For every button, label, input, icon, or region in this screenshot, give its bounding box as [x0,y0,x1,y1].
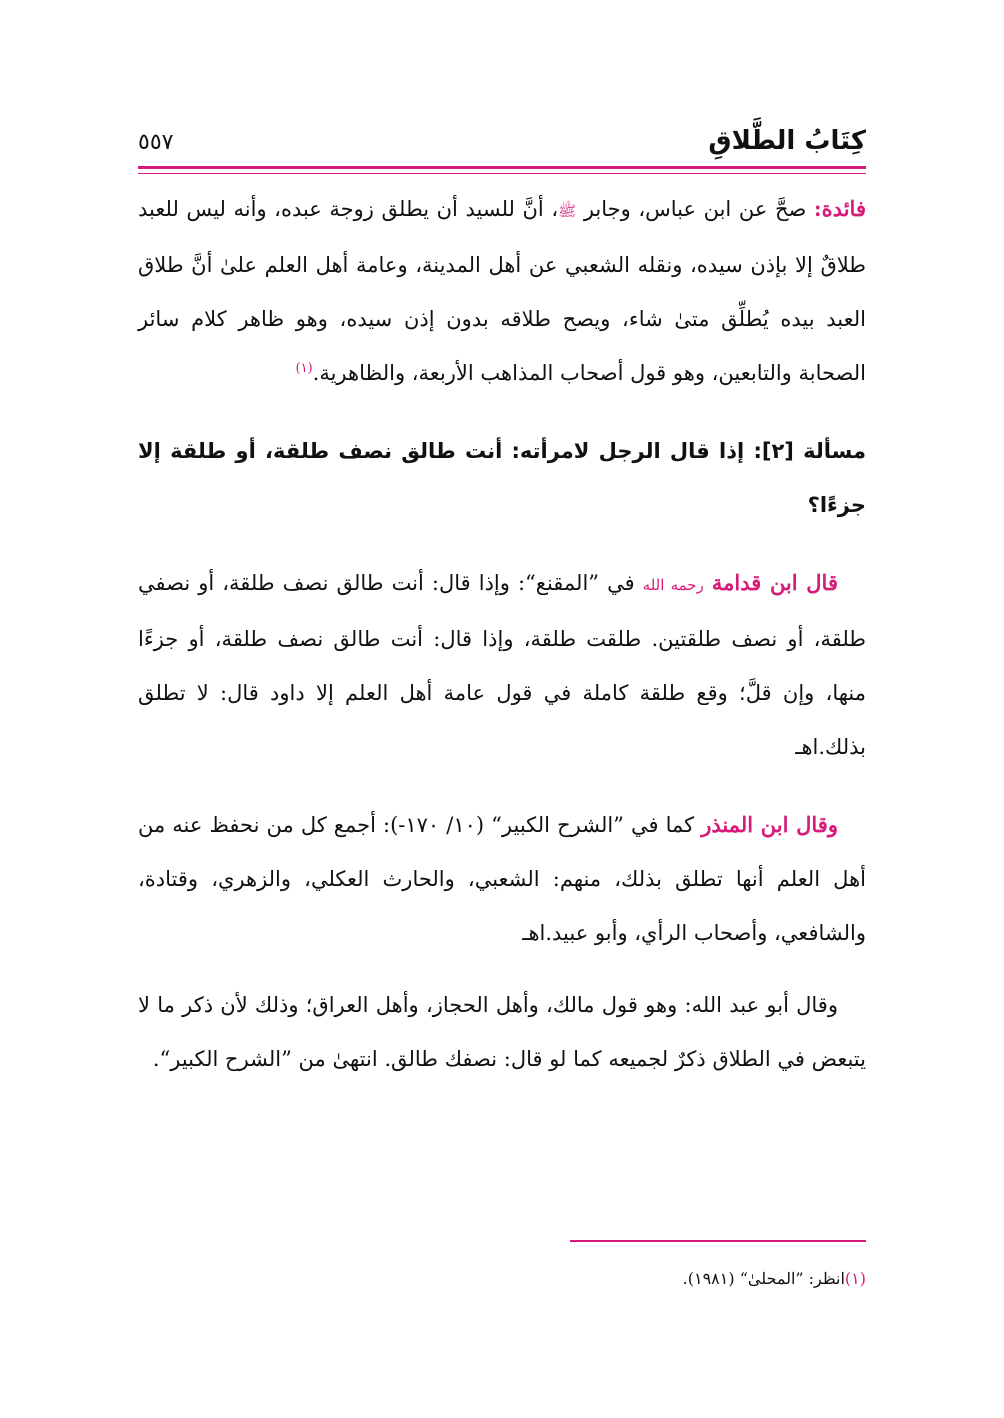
issue-heading: مسألة [٢]: إذا قال الرجل لامرأته: أنت طالق نصف طلقة، أو طلقة إلا جزءًا؟ [138,439,866,517]
footnote [138,1266,866,1292]
ibn-mundhir-label: وقال ابن المنذر [701,812,838,837]
ibn-mundhir-text: كما في ”الشرح الكبير“ (١٠/ ١٧٠-): أجمع كل من نحفظ عنه من أهل العلم أنها تطلق بذلك، منهم: الشعبي، والحارث العكلي، والزهري، وقتادة، والشافعي، وأصحاب الرأي، وأبو عبيد.اهـ [138,813,866,945]
benefit-text-b: ، أنَّ للسيد أن يطلق زوجة عبده، وأنه ليس للعبد طلاقٌ إلا بإذن سيده، ونقله الشعبي عن أهل المدينة، وعامة أهل العلم علىٰ أنَّ طلاق العبد بيده يُطلِّق متىٰ شاء، ويصح طلاقه بدون إذن سيده، وهو ظاهر كلام سائر الصحابة والتابعين، وهو قول أصحاب المذاهب الأربعة، والظاهرية. [138,197,866,385]
benefit-paragraph [138,182,866,400]
ibn-qudama-paragraph [138,556,866,774]
spacer [138,400,866,424]
main-text [138,182,866,1086]
page-header [138,122,866,170]
abu-abdullah-paragraph: وقال أبو عبد الله: وهو قول مالك، وأهل الحجاز، وأهل العراق؛ وذلك لأن ذكر ما لا يتبعض في الطلاق ذكرٌ لجميعه كما لو قال: نصفك طالق. انتهىٰ من ”الشرح الكبير“. [138,993,866,1071]
ibn-qudama-label: قال ابن قدامة [711,570,838,595]
footnote-reference: (١) [295,361,313,376]
ibn-qudama-text: في ”المقنع“: وإذا قال: أنت طالق نصف طلقة، أو نصفي طلقة، أو نصف طلقتين. طلقت طلقة، وإذا قال: أنت طالق نصف طلقة، أو جزءًا منها، وإن قلَّ؛ وقع طلقة كاملة في قول عامة أهل العلم إلا داود قال: لا تطلق بذلك.اهـ [138,571,866,759]
spacer [138,960,866,978]
running-title: كِتَابُ الطَّلاقِ [708,126,866,156]
footnote-text: انظر: ”المحلىٰ“ (١٩٨١). [682,1269,845,1288]
spacer [138,774,866,798]
benefit-label: فائدة: [813,196,866,221]
footnote-marker: (١) [844,1269,866,1288]
page-number: ٥٥٧ [138,130,174,155]
header-rule-thick [138,166,866,169]
spacer [138,532,866,556]
header-rule-thin [138,173,866,174]
honorific-mark: رحمه الله [642,576,704,594]
honorific-mark: ﷺ [558,202,577,220]
footnote-rule [570,1240,866,1242]
ibn-mundhir-paragraph [138,798,866,960]
benefit-text-a: صحَّ عن ابن عباس، وجابر [576,197,814,221]
